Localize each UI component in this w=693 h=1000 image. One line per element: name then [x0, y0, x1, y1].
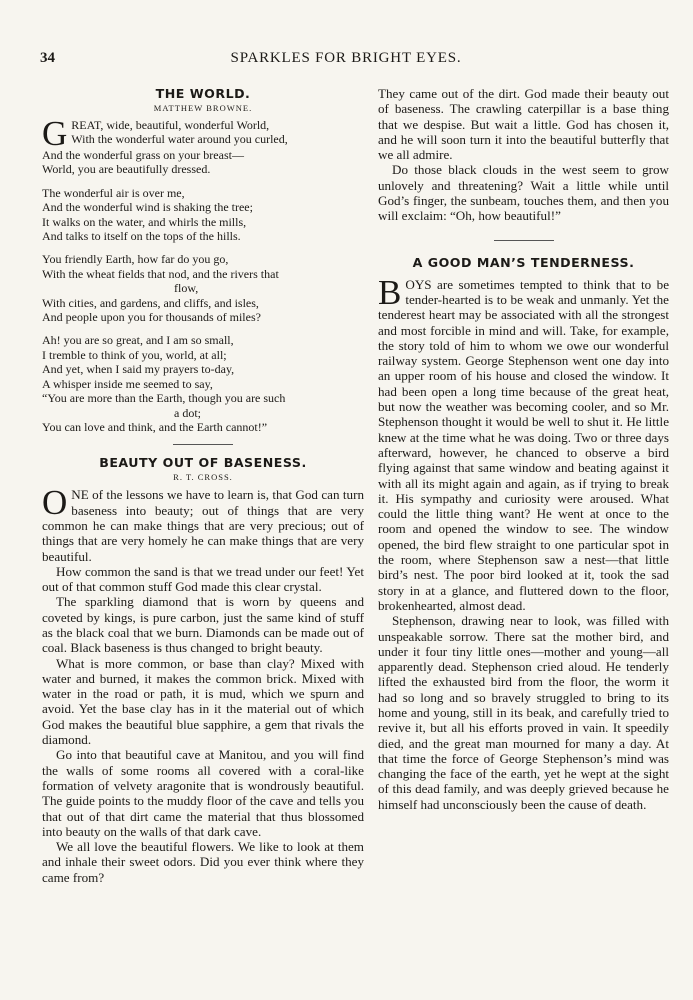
poem-line: And the wonderful wind is shaking the tree; — [42, 200, 253, 215]
poem-stanza — [42, 252, 364, 324]
poem-stanza — [42, 333, 364, 434]
paragraph: NE of the lessons we have to learn is, that God can turn baseness into beauty; out of things that are very common he can make things that are very precious; out of things that are very homely he can make things that are very beautiful. — [42, 487, 364, 564]
drop-cap: O — [42, 483, 68, 523]
poem-line: A whisper inside me seemed to say, — [42, 376, 213, 391]
paragraph: Stephenson, drawing near to look, was filled with unspeakable sorrow. There sat the mother bird, and under it four tiny little ones—mother and young—all apparently dead. Stephenson cried aloud. He tenderly lifted the exhausted bird from the floor, the worm it had so long and so bravely struggled to bring to its home and young, still in its beak, and carefully tried to revive it, but all his efforts proved in vain. It speedily died, and the great man mourned for many a day. At that time the force of George Stephenson’s mind was changing the face of the earth, yet he wept at the sight of this dead family, and was deeply grieved because he himself had unconsciously been the cause of death. — [378, 613, 669, 812]
page-number: 34 — [40, 50, 55, 66]
poem-line: It walks on the water, and whirls the mills, — [42, 214, 247, 229]
poem-line: You friendly Earth, how far do you go, — [42, 252, 229, 267]
poem-line: You can love and think, and the Earth cannot!” — [42, 419, 268, 434]
poem-line: With the wheat fields that nod, and the rivers that — [42, 266, 279, 281]
left-column — [42, 86, 364, 885]
poem-line: And yet, when I said my prayers to-day, — [42, 362, 235, 377]
article-author: MATTHEW BROWNE. — [153, 103, 253, 113]
poem-line: With cities, and gardens, and cliffs, and isles, — [42, 295, 259, 310]
article-the-world — [42, 86, 364, 434]
paragraph: How common the sand is that we tread under our feet! Yet out of that common stuff God made this clear crystal. — [42, 563, 364, 595]
poem-line: With the wonderful water around you curled, — [71, 132, 288, 147]
article-title: BEAUTY OUT OF BASENESS. — [99, 455, 307, 471]
running-head: SPARKLES FOR BRIGHT EYES. — [230, 50, 462, 66]
article-beauty-out-of-baseness — [42, 455, 364, 885]
poem-line: Ah! you are so great, and I am so small, — [42, 333, 234, 348]
poem-stanza — [42, 114, 364, 177]
poem-line: The wonderful air is over me, — [42, 185, 185, 200]
poem-line: REAT, wide, beautiful, wonderful World, — [71, 118, 270, 132]
paragraph: Go into that beautiful cave at Manitou, and you will find the walls of some rooms all covered with a coral-like formation of velvety aragonite that is wondrously beautiful. The guide points to the muddy floor of the cave and tells you that out of that dirt came the material that thus blossomed into beauty on the walls of that dark cave. — [42, 747, 364, 839]
poem-line: And talks to itself on the tops of the hills. — [42, 229, 241, 244]
paragraph: They came out of the dirt. God made their beauty out of baseness. The crawling caterpillar is a base thing that we despise. But wait a little. God has chosen it, and he will soon turn it into the beautiful butterfly that we all admire. — [378, 86, 669, 163]
poem-line: And people upon you for thousands of miles? — [42, 310, 261, 325]
poem-stanza — [42, 186, 364, 244]
section-divider — [494, 240, 554, 241]
poem-line: “You are more than the Earth, though you are such — [42, 391, 286, 406]
poem-line: I tremble to think of you, world, at all; — [42, 347, 227, 362]
article-author: R. T. CROSS. — [173, 472, 233, 483]
paragraph: We all love the beautiful flowers. We like to look at them and inhale their sweet odors. Did you ever think where they came from? — [42, 839, 364, 885]
poem-line: flow, — [174, 281, 199, 296]
drop-cap: G — [42, 114, 68, 153]
article-good-mans-tenderness — [378, 255, 669, 812]
paragraph: What is more common, or base than clay? Mixed with water and burned, it makes the common brick. Mixed with water in the road or path, it is mud, which we spurn and avoid. Yet the base clay has in it the material out of which God makes the beautiful blue sapphire, a gem that rivals the diamond. — [42, 655, 364, 748]
article-beauty-continued — [378, 86, 669, 224]
section-divider — [173, 444, 233, 445]
paragraph: OYS are sometimes tempted to think that to be tender-hearted is to be weak and unmanly. Yet the tenderest heart may be associated with all the strongest and most forcible in mind and will. Take, for example, the story told of him to whom we owe our wonderful railway system. George Stephenson went one day into an upper room of his house and closed the window. It had been open a long time because of the great heat, but now the weather was becoming cooler, and so Mr. Stephenson thought it would be well to shut it. He little knew at the time what he was doing. Two or three days afterward, however, he chanced to observe a bird flying against that same window and beating against it with all its might again and again, as if trying to break it. His sympathy and curiosity were aroused. What could the little thing want? He went at once to the room and opened the window to see. The window opened, the bird flew straight to one particular spot in the room, where Stephenson saw a nest—that little bird’s nest. The poor bird looked at it, took the sad story in at a glance, and fluttered down to the floor, brokenhearted, almost dead. — [378, 276, 669, 613]
drop-cap: B — [378, 272, 402, 312]
poem-line: a dot; — [174, 405, 201, 420]
paragraph: The sparkling diamond that is worn by queens and coveted by kings, is pure carbon, just the same kind of stuff as the black coal that we burn. Diamonds can be made out of coal. Black baseness is thus changed to bright beauty. — [42, 594, 364, 656]
poem-line: World, you are beautifully dressed. — [42, 162, 211, 177]
page-header — [40, 50, 652, 76]
right-column — [378, 86, 669, 812]
paragraph: Do those black clouds in the west seem to grow unlovely and threatening? Wait a little while until God’s finger, the sunbeam, touches them, and then you will exclaim: “Oh, how beautiful!” — [378, 162, 669, 224]
article-title: THE WORLD. — [155, 86, 251, 101]
poem-line: And the wonderful grass on your breast— — [42, 148, 244, 162]
article-title: A GOOD MAN’S TENDERNESS. — [412, 254, 635, 270]
